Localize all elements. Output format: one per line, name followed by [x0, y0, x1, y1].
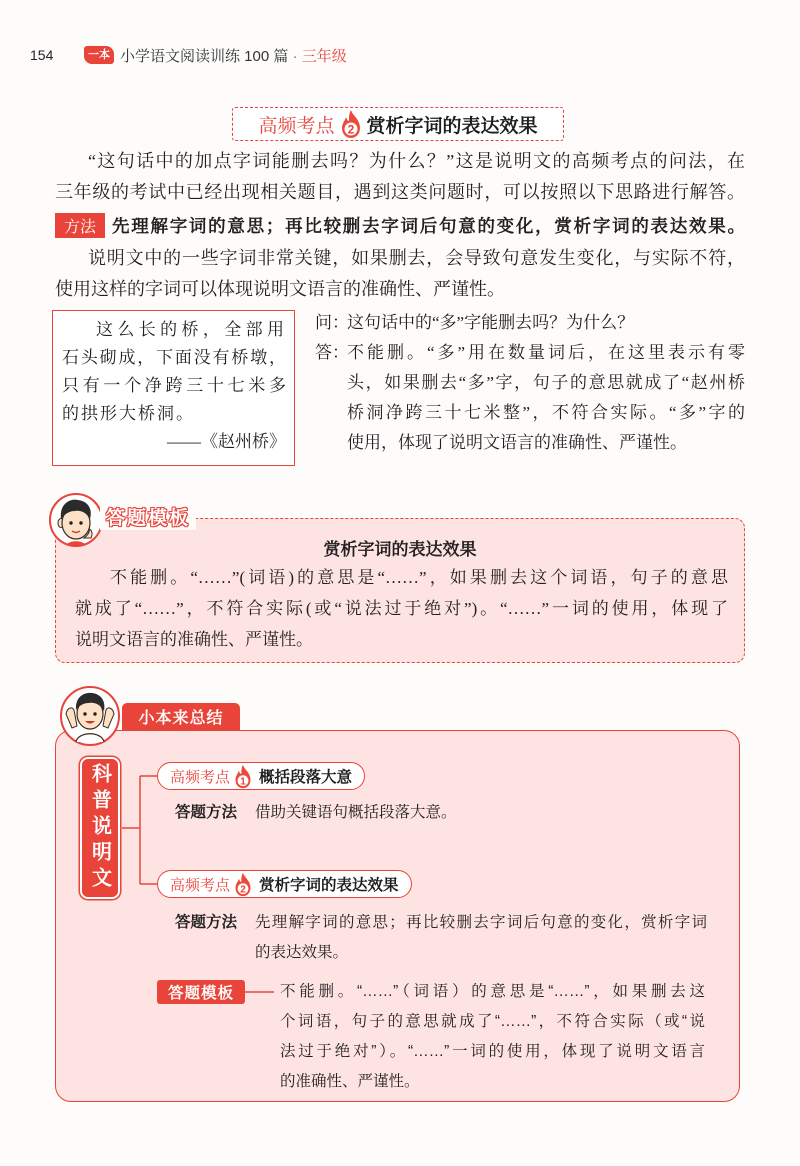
template-badge: 答题模板 — [157, 980, 245, 1004]
method-line: 借助关键语句概括段落大意。 — [255, 804, 457, 821]
answer-line: 不能删。“多”用在数量词后，在这里表示有零 — [347, 343, 745, 362]
key-point-title: 概括段落大意 — [259, 769, 353, 786]
section-name: 赏析字词的表达效果 — [366, 115, 538, 137]
flame-icon — [233, 764, 253, 789]
answer-template-line: 说明文语言的准确性、严谨性。 — [75, 630, 313, 649]
explain-line: 使用这样的字词可以体现说明文语言的准确性、严谨性。 — [55, 279, 505, 299]
explain-line: 说明文中的一些字词非常关键，如果删去，会导致句意发生变化，与实际不符， — [88, 248, 745, 268]
template-line: 法过于绝对”）。“……”一词的使用，体现了说明文语言 — [280, 1043, 705, 1060]
flame-number: 2 — [347, 122, 354, 137]
answer-label: 答： — [315, 343, 349, 362]
grade-label: · 三年级 — [288, 48, 347, 65]
method-key: 答题方法 — [175, 804, 238, 821]
answer-template-title: 赏析字词的表达效果 — [323, 540, 477, 559]
page-number: 154 — [30, 47, 54, 63]
category-text: 科普说明文 — [88, 763, 111, 893]
quote-line: 这么长的桥，全部用 — [96, 320, 284, 339]
answer-template-label: 答题模板 — [100, 503, 196, 530]
method-key: 答题方法 — [175, 914, 238, 931]
method-line: 的表达效果。 — [255, 944, 349, 961]
key-point-tag: 高频考点 — [170, 876, 231, 894]
intro-line: 三年级的考试中已经出现相关题目，遇到这类问题时，可以按照以下思路进行解答。 — [55, 182, 745, 202]
flame-number: 1 — [240, 775, 246, 787]
intro-line: “这句话中的加点字词能删去吗？为什么？”这是说明文的高频考点的问法，在 — [88, 151, 745, 171]
key-point-pill — [157, 870, 412, 898]
template-line: 的准确性、严谨性。 — [280, 1073, 420, 1090]
quote-line: 的拱形大桥洞。 — [62, 404, 195, 423]
question-label: 问： — [315, 313, 349, 332]
flame-icon — [233, 872, 253, 897]
method-badge: 方法 — [55, 213, 105, 238]
answer-line: 使用，体现了说明文语言的准确性、严谨性。 — [347, 433, 687, 452]
series-logo: 一本 — [84, 46, 114, 64]
quote-line: 只有一个净跨三十七米多 — [62, 376, 286, 395]
answer-template-line: 不能删。“……”(词语)的意思是“……”，如果删去这个词语，句子的意思 — [110, 568, 728, 587]
key-point-title: 赏析字词的表达效果 — [259, 877, 399, 894]
key-point-pill — [157, 762, 365, 790]
summary-label: 小本来总结 — [122, 703, 240, 730]
section-tag: 高频考点 — [258, 115, 335, 137]
question-text: 这句话中的“多”字能删去吗？为什么？ — [347, 313, 635, 332]
answer-line: 头，如果删去“多”字，句子的意思就成了“赵州桥 — [347, 373, 745, 392]
flame-number: 2 — [240, 883, 246, 895]
answer-template-line: 就成了“……”，不符合实际(或“说法过于绝对”)。“……”一词的使用，体现了 — [75, 599, 728, 618]
answer-line: 桥洞净跨三十七米整”，不符合实际。“多”字的 — [347, 403, 745, 422]
key-point-tag: 高频考点 — [170, 768, 231, 786]
template-line: 不能删。“……”（词语）的意思是“……”，如果删去这 — [280, 983, 705, 1000]
template-line: 个词语，句子的意思就成了“……”，不符合实际（或“说 — [280, 1013, 705, 1030]
method-text: 先理解字词的意思；再比较删去字词后句意的变化，赏析字词的表达效果。 — [112, 216, 745, 236]
quote-source: ——《赵州桥》 — [167, 432, 286, 451]
quote-line: 石头砌成，下面没有桥墩， — [62, 348, 286, 367]
method-line: 先理解字词的意思；再比较删去字词后句意的变化，赏析字词 — [255, 914, 707, 931]
book-title: 小学语文阅读训练 100 篇 — [120, 48, 289, 65]
